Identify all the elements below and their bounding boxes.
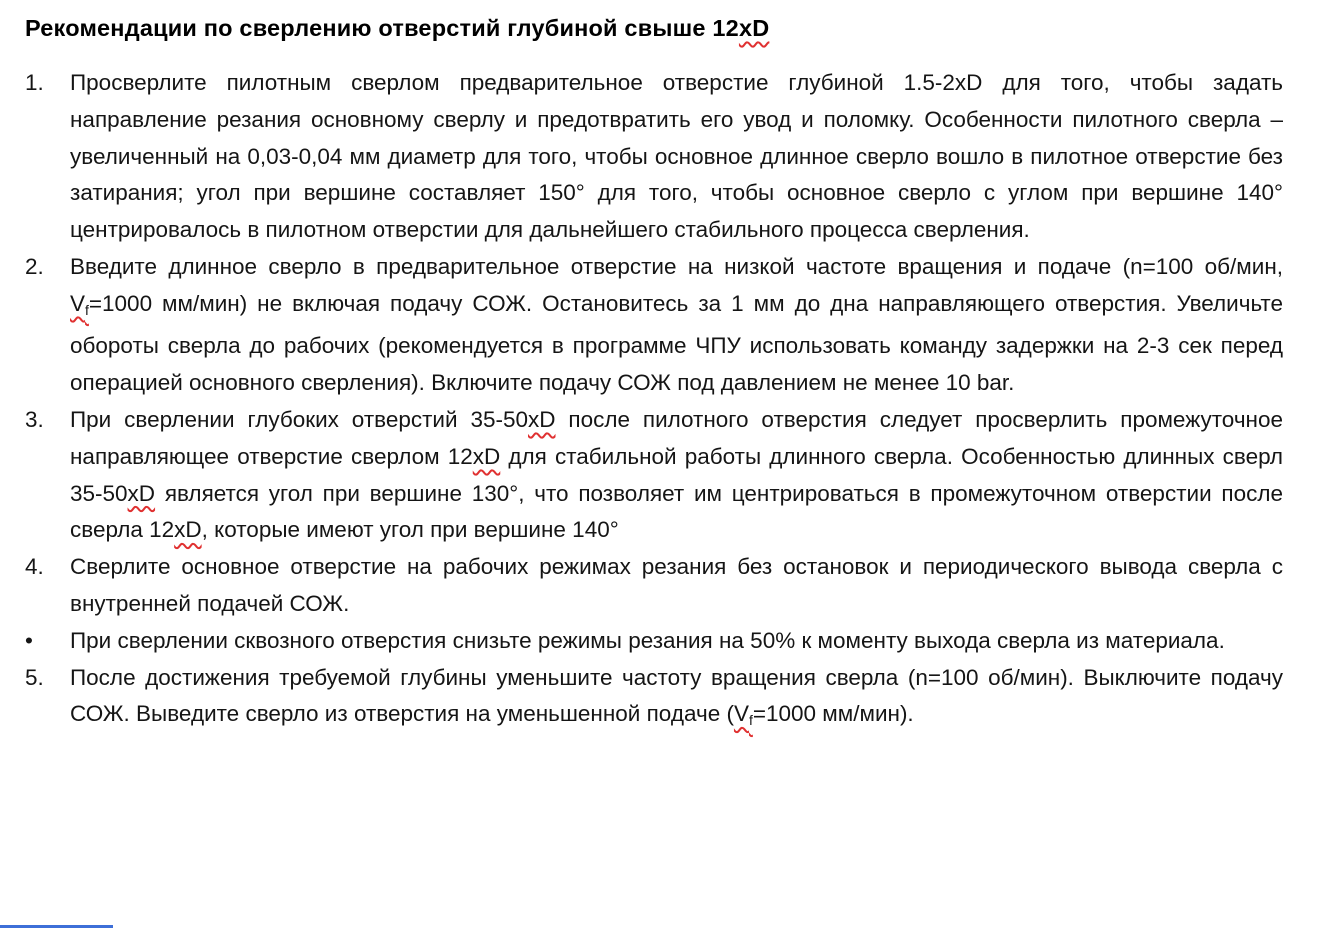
text-segment: после пилотного отверстия следует просверлить промежуточное направляющее отверстие сверлом 12: [70, 407, 1283, 469]
list-item: [25, 402, 1283, 549]
list-item-text: [70, 65, 1283, 249]
text-segment: Просверлите пилотным сверлом предварительное отверстие глубиной 1.5-2xD для того, чтобы задать направление резания основному сверлу и предотвратить его увод и поломку. Особенности пилотного сверла – увеличенный на 0,03-0,04 мм диаметр для того, чтобы основное длинное сверло вошло в пилотное отверстие без затирания; угол при вершине составляет 150° для того, чтобы основное сверло с углом при вершине 140° центрировалось в пилотном отверстии для дальнейшего стабильного процесса сверления.: [70, 70, 1283, 243]
list-marker: 5.: [25, 664, 44, 690]
text-segment: для стабильной работы длинного сверла. Особенностью длинных сверл 35-50: [70, 443, 1283, 506]
text-segment: При сверлении глубоких отверстий 35-50: [70, 407, 528, 433]
list-item: [25, 623, 1283, 660]
text-segment: , которые имеют угол при вершине 140°: [201, 517, 619, 543]
list-marker: •: [25, 627, 33, 653]
misspelled-term: xD: [738, 15, 770, 41]
misspelled-term: xD: [528, 407, 556, 433]
text-segment: После достижения требуемой глубины уменьшите частоту вращения сверла (n=100 об/мин). Выключите подачу СОЖ. Выведите сверло из отверстия на уменьшенной подаче (: [70, 664, 1283, 727]
list-item: [25, 249, 1283, 402]
misspelled-term: xD: [127, 480, 156, 506]
text-segment: Введите длинное сверло в предварительное отверстие на низкой частоте вращения и подаче (n=100 об/мин,: [70, 253, 1283, 279]
list-item-text: [70, 249, 1283, 402]
list-item: [25, 65, 1283, 249]
text-segment: При сверлении сквозного отверстия снизьте режимы резания на 50% к моменту выхода сверла из материала.: [70, 627, 1225, 653]
misspelled-term: xD: [472, 443, 501, 469]
list-item-text: [70, 549, 1283, 623]
misspelled-term: f: [748, 712, 753, 729]
misspelled-term: V: [70, 290, 86, 316]
list-item-text: [70, 660, 1283, 739]
list-marker: 1.: [25, 70, 44, 95]
list-item: [25, 549, 1283, 623]
list-item-text: [70, 402, 1283, 549]
text-segment: Рекомендации по сверлению отверстий глубиной свыше 12: [25, 15, 739, 41]
text-segment: является угол при вершине 130°, что позволяет им центрироваться в промежуточном отверстии после сверла 12: [70, 480, 1283, 543]
misspelled-term: V: [733, 701, 749, 727]
recommendations-list: [25, 65, 1283, 739]
document-title: [25, 13, 1283, 43]
list-marker: 3.: [25, 407, 44, 433]
misspelled-term: f: [85, 301, 89, 318]
list-marker: 2.: [25, 253, 44, 279]
text-segment: Сверлите основное отверстие на рабочих режимах резания без остановок и периодического вывода сверла с внутренней подачей СОЖ.: [70, 554, 1283, 617]
list-item: [25, 660, 1283, 739]
list-item-text: [70, 623, 1283, 660]
text-segment: =1000 мм/мин) не включая подачу СОЖ. Остановитесь за 1 мм до дна направляющего отверстия. Увеличьте обороты сверла до рабочих (рекомендуется в программе ЧПУ использовать команду задержки на 2-3 сек перед операцией основного сверления). Включите подачу СОЖ под давлением не менее 10 bar.: [70, 290, 1283, 396]
list-marker: 4.: [25, 554, 44, 580]
misspelled-term: xD: [174, 517, 202, 543]
text-segment: =1000 мм/мин).: [752, 701, 914, 727]
